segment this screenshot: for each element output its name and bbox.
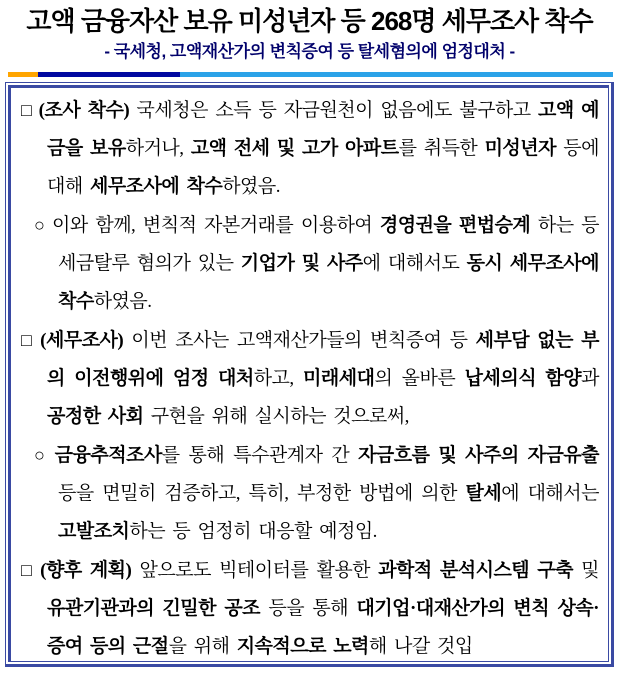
text-segment: 등을 통해 [260,598,357,619]
text-segment: 유관기관과의 긴밀한 공조 [47,598,261,619]
content-frame-inner [8,85,609,662]
text-segment: 탈세 [465,483,502,504]
text-segment: 공정한 사회 [47,406,144,427]
text-segment: 기업가 및 사주 [240,253,363,274]
paragraph-2 [34,206,599,321]
text-segment: 자금흐름 및 사주의 자금유출 [358,445,600,466]
text-segment: 고액 전세 및 고가 아파트 [190,138,399,159]
divider-orange-segment [8,72,38,77]
text-segment: (조사 착수) [38,100,130,121]
text-segment: 경영권을 편법승계 [379,215,531,236]
text-segment: 를 통해 특수관계자 간 [161,445,359,466]
text-segment: 금융추적조사 [54,445,162,466]
text-segment: 등에 대해 [47,138,600,197]
text-segment: 하고, [253,368,304,389]
text-segment: 을 위해 [168,636,237,657]
text-segment: 고액 예금을 보유 [47,100,599,159]
text-segment: 하는 등 엄정히 대응할 예정임. [129,521,377,542]
text-segment: 및 [573,560,600,581]
circle-bullet: ○ [34,445,55,465]
text-segment: 대기업·대재산가의 변칙 상속·증여 등의 근절 [47,598,600,657]
paragraph-5 [21,551,599,662]
divider-navy-segment [38,72,180,77]
text-segment: 국세청은 소득 등 자금원천이 없음에도 불구하고 [129,100,539,121]
text-segment: 에 대해서도 [362,253,467,274]
text-segment: 하는 등 세금탈루 혐의가 있는 [58,215,600,274]
text-segment: 미성년자 [484,138,556,159]
text-segment: 세부담 없는 부의 이전행위에 엄정 대처 [47,330,599,389]
content-frame-outer [5,82,614,667]
circle-bullet: ○ [34,215,53,235]
text-segment: 앞으로도 빅테이터를 활용한 [131,560,379,581]
text-segment: 에 대해서는 [501,483,599,504]
square-bullet: □ [21,560,41,580]
page-subtitle: - 국세청, 고액재산가의 변칙증여 등 탈세혐의에 엄정대처 - [104,42,515,61]
text-segment: (향후 계획) [40,560,132,581]
text-segment: 하거나, [125,138,191,159]
text-segment: 고발조치 [58,521,130,542]
divider-sky-segment [180,72,613,77]
text-segment: 하였음. [222,176,281,197]
press-release-page [4,0,615,667]
paragraph-3 [21,321,599,436]
text-segment: 세무조사에 착수 [89,176,223,197]
text-segment: 등을 면밀히 검증하고, 특히, 부정한 방법에 의한 [58,483,466,504]
text-segment: 구현을 위해 실시하는 것으로써, [143,406,409,427]
divider-bar [8,72,613,77]
page-title: 고액 금융자산 보유 미성년자 등 268명 세무조사 착수 [26,6,593,36]
text-segment: 해 나갈 것입 [368,636,473,657]
paragraph-1 [21,91,599,206]
text-segment: 지속적으로 노력 [236,636,369,657]
square-bullet: □ [21,100,39,120]
document-body [21,91,599,662]
text-segment: 납세의식 함양 [464,368,582,389]
text-segment: 과 [581,368,600,389]
text-segment: 를 취득한 [398,138,485,159]
text-segment: 과학적 분석시스템 구축 [378,560,574,581]
text-segment: 동시 세무조사에 착수 [58,253,600,312]
text-segment: 하였음. [93,291,152,312]
text-segment: (세무조사) [40,330,124,351]
text-segment: 이번 조사는 고액재산가들의 변칙증여 등 [123,330,476,351]
paragraph-4 [34,436,599,551]
text-segment: 의 올바른 [374,368,465,389]
square-bullet: □ [21,330,41,350]
text-segment: 미래세대 [303,368,375,389]
text-segment: 이와 함께, 변칙적 자본거래를 이용하여 [52,215,380,236]
